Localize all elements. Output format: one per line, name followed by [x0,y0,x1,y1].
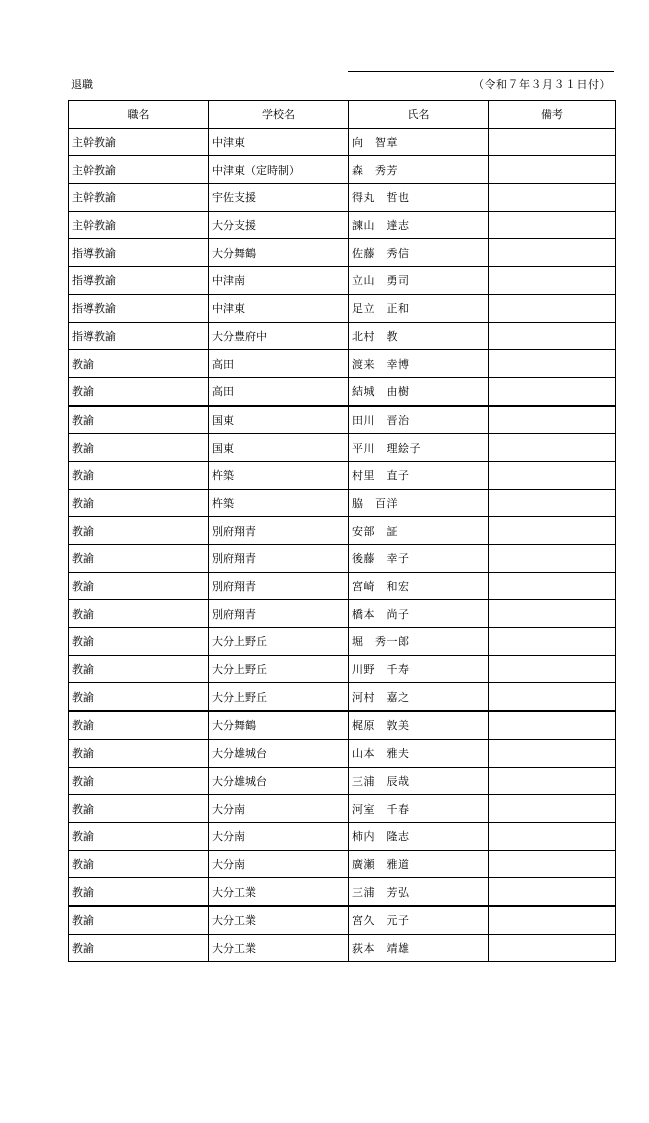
note-cell [489,267,616,295]
school-cell: 大分工業 [209,878,349,906]
name-cell: 渡来 幸博 [349,350,489,378]
position-cell: 教諭 [69,600,209,628]
retirement-table [68,100,616,962]
position-cell: 教諭 [69,683,209,711]
name-cell: 荻本 靖雄 [349,934,489,962]
position-cell: 教諭 [69,461,209,489]
name-cell: 安部 証 [349,517,489,545]
school-cell: 宇佐支援 [209,184,349,212]
note-cell [489,572,616,600]
name-cell: 三浦 芳弘 [349,878,489,906]
name-cell: 宮久 元子 [349,906,489,934]
name-cell: 平川 理絵子 [349,434,489,462]
table-row [69,545,616,573]
note-cell [489,489,616,517]
school-cell: 大分南 [209,822,349,850]
name-cell: 得丸 哲也 [349,184,489,212]
note-cell [489,294,616,322]
school-cell: 大分上野丘 [209,655,349,683]
note-cell [489,739,616,767]
note-cell [489,128,616,156]
note-cell [489,711,616,739]
name-cell: 河室 千春 [349,795,489,823]
position-cell: 教諭 [69,906,209,934]
header-name: 氏名 [349,101,489,129]
table-row [69,822,616,850]
position-cell: 教諭 [69,489,209,517]
table-row [69,267,616,295]
table-row [69,655,616,683]
school-cell: 中津南 [209,267,349,295]
school-cell: 大分南 [209,795,349,823]
table-row [69,600,616,628]
school-cell: 大分工業 [209,906,349,934]
school-cell: 大分工業 [209,934,349,962]
position-cell: 指導教諭 [69,267,209,295]
note-cell [489,322,616,350]
school-cell: 別府翔青 [209,517,349,545]
table-row [69,239,616,267]
table-row [69,156,616,184]
position-cell: 教諭 [69,655,209,683]
note-cell [489,767,616,795]
name-cell: 堀 秀一郎 [349,628,489,656]
position-cell: 教諭 [69,767,209,795]
name-cell: 結城 由樹 [349,377,489,405]
header-school: 学校名 [209,101,349,129]
table-row [69,572,616,600]
note-cell [489,350,616,378]
note-cell [489,545,616,573]
table-row [69,211,616,239]
table-row [69,184,616,212]
name-cell: 向 智章 [349,128,489,156]
name-cell: 諫山 達志 [349,211,489,239]
name-cell: 北村 教 [349,322,489,350]
position-cell: 教諭 [69,572,209,600]
school-cell: 別府翔青 [209,545,349,573]
note-cell [489,184,616,212]
table-row [69,294,616,322]
note-cell [489,822,616,850]
position-cell: 指導教諭 [69,322,209,350]
name-cell: 三浦 辰哉 [349,767,489,795]
school-cell: 杵築 [209,489,349,517]
school-cell: 大分支援 [209,211,349,239]
name-cell: 田川 晋治 [349,406,489,434]
name-cell: 足立 正和 [349,294,489,322]
position-cell: 教諭 [69,545,209,573]
name-cell: 宮崎 和宏 [349,572,489,600]
position-cell: 教諭 [69,739,209,767]
name-cell: 河村 嘉之 [349,683,489,711]
position-cell: 教諭 [69,850,209,878]
name-cell: 橋本 尚子 [349,600,489,628]
table-row [69,322,616,350]
position-cell: 教諭 [69,377,209,405]
position-cell: 指導教諭 [69,294,209,322]
school-cell: 大分雄城台 [209,739,349,767]
table-row [69,795,616,823]
note-cell [489,683,616,711]
note-cell [489,239,616,267]
school-cell: 大分上野丘 [209,628,349,656]
school-cell: 大分舞鶴 [209,239,349,267]
school-cell: 別府翔青 [209,600,349,628]
note-cell [489,934,616,962]
school-cell: 大分上野丘 [209,683,349,711]
name-cell: 森 秀芳 [349,156,489,184]
position-cell: 教諭 [69,822,209,850]
school-cell: 大分舞鶴 [209,711,349,739]
school-cell: 中津東 [209,294,349,322]
name-cell: 柿内 隆志 [349,822,489,850]
name-cell: 後藤 幸子 [349,545,489,573]
name-cell: 廣瀬 雅道 [349,850,489,878]
position-cell: 主幹教諭 [69,128,209,156]
position-cell: 教諭 [69,934,209,962]
school-cell: 杵築 [209,461,349,489]
note-cell [489,406,616,434]
table-row [69,128,616,156]
top-rule [348,71,614,72]
header-position: 職名 [69,101,209,129]
table-row [69,434,616,462]
page-title: 退職 [71,78,93,91]
position-cell: 教諭 [69,628,209,656]
note-cell [489,600,616,628]
note-cell [489,517,616,545]
table-row [69,461,616,489]
note-cell [489,906,616,934]
table-row [69,906,616,934]
table-row [69,517,616,545]
name-cell: 脇 百洋 [349,489,489,517]
position-cell: 教諭 [69,434,209,462]
note-cell [489,211,616,239]
school-cell: 大分雄城台 [209,767,349,795]
school-cell: 高田 [209,350,349,378]
table-row [69,489,616,517]
name-cell: 佐藤 秀信 [349,239,489,267]
school-cell: 高田 [209,377,349,405]
note-cell [489,655,616,683]
position-cell: 主幹教諭 [69,156,209,184]
table-row [69,683,616,711]
school-cell: 国東 [209,406,349,434]
table-body [69,128,616,962]
name-cell: 立山 勇司 [349,267,489,295]
note-cell [489,795,616,823]
table-row [69,767,616,795]
header-note: 備考 [489,101,616,129]
table-row [69,377,616,405]
school-cell: 中津東（定時制） [209,156,349,184]
header-row [69,101,616,129]
name-cell: 山本 雅夫 [349,739,489,767]
note-cell [489,878,616,906]
note-cell [489,434,616,462]
name-cell: 梶原 敦美 [349,711,489,739]
school-cell: 大分豊府中 [209,322,349,350]
table-row [69,350,616,378]
note-cell [489,377,616,405]
position-cell: 教諭 [69,406,209,434]
position-cell: 教諭 [69,350,209,378]
school-cell: 国東 [209,434,349,462]
position-cell: 主幹教諭 [69,211,209,239]
table-row [69,850,616,878]
table-row [69,934,616,962]
school-cell: 中津東 [209,128,349,156]
school-cell: 別府翔青 [209,572,349,600]
note-cell [489,461,616,489]
note-cell [489,156,616,184]
table-row [69,711,616,739]
table-row [69,406,616,434]
position-cell: 指導教諭 [69,239,209,267]
position-cell: 教諭 [69,711,209,739]
table-row [69,878,616,906]
note-cell [489,628,616,656]
name-cell: 川野 千寿 [349,655,489,683]
position-cell: 教諭 [69,517,209,545]
note-cell [489,850,616,878]
position-cell: 教諭 [69,878,209,906]
table-row [69,739,616,767]
school-cell: 大分南 [209,850,349,878]
position-cell: 教諭 [69,795,209,823]
effective-date: （令和７年３月３１日付） [473,78,611,91]
table-row [69,628,616,656]
name-cell: 村里 直子 [349,461,489,489]
position-cell: 主幹教諭 [69,184,209,212]
